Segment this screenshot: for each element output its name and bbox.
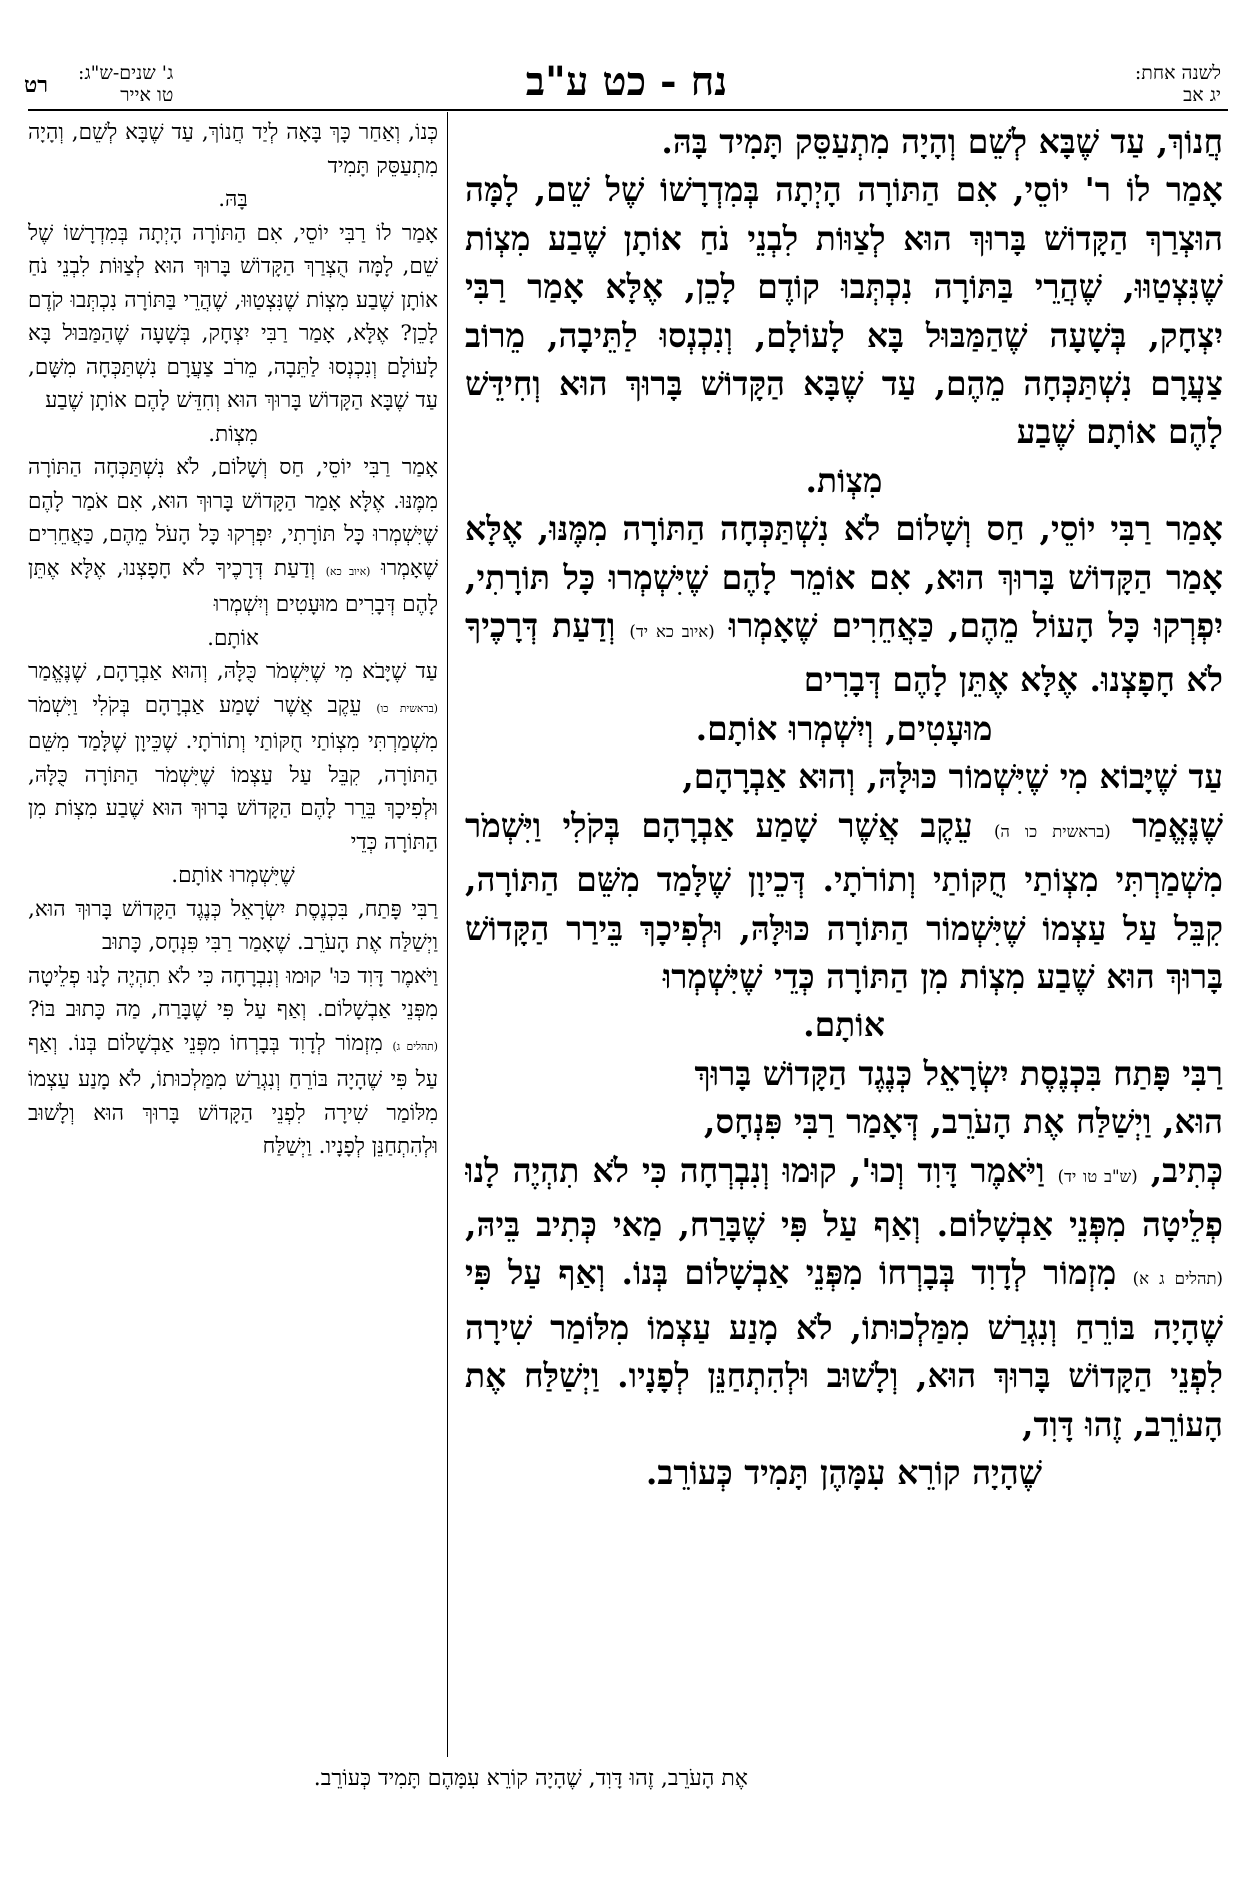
source-reference: (בראשית כו) bbox=[376, 701, 438, 715]
side-paragraph bbox=[28, 960, 438, 1164]
footer-continuation: אֶת הָעֹרֵב, זֶהוּ דָּוִד, שֶׁהָיָה קוֹרֵא עִמָּהֶם תָּמִיד כְּעוֹרֵב. bbox=[313, 1766, 748, 1791]
side-paragraph: אָמַר לוֹ רַבִּי יוֹסֵי, אִם הַתּוֹרָה הָיְתָה בְּמִדְרָשׁוֹ שֶׁל שֵׁם, לָמָּה הֻצְרַךְ הַקָּדוֹשׁ בָּרוּךְ הוּא לְצַוּוֹת לִבְנֵי נֹחַ אוֹתָן שֶׁבַע מִצְוֹת שֶׁנִּצְטַוּוּ, שֶׁהֲרֵי בַּתּוֹרָה נִכְתְּבוּ קֹדֶם לָכֵן? אֶלָּא, אָמַר רַבִּי יִצְחָק, בְּשָׁעָה שֶׁהַמַּבּוּל בָּא לָעוֹלָם וְנִכְנְסוּ לַתֵּבָה, מֵרֹב צַעֲרָם נִשְׁתַּכְּחָה מִשָּׁם, עַד שֶׁבָּא הַקָּדוֹשׁ בָּרוּךְ הוּא וְחִדֵּשׁ לָהֶם אוֹתָן שֶׁבַע bbox=[28, 220, 438, 413]
main-paragraph: הוּא, וַיְשַׁלַּח אֶת הָעֹרֵב, דְּאָמַר רַבִּי פִּנְחָס, bbox=[703, 1102, 1223, 1142]
main-paragraph bbox=[465, 802, 1223, 1002]
three-year-date: טו אייר bbox=[120, 84, 174, 106]
main-paragraph: אוֹתָם. bbox=[803, 1005, 885, 1045]
side-text: אָמַר רַבִּי יוֹסֵי, חַס וְשָׁלוֹם, לֹא נִשְׁתַּכְּחָה הַתּוֹרָה מִמֶּנּוּ. אֶלָּא אָמַר הַקָּדוֹשׁ בָּרוּךְ הוּא, אִם אֹמַר לָהֶם שֶׁיִּשְׁמְרוּ כָּל תּוֹרָתִי, יִפְרְקוּ כָּל הָעֹל מֵהֶם, כַּאֲחֵרִים שֶׁאָמְרוּ bbox=[28, 455, 438, 581]
side-text: עַד שֶׁיָּבֹא מִי שֶׁיִּשְׁמֹר כֻּלָּהּ, וְהוּא אַבְרָהָם, שֶׁנֶּאֱמַר bbox=[28, 659, 438, 684]
side-text: וְדַעַת דְּרָכֶיךָ לֹא חָפָצְנוּ, אֶלָּא אֶתֵּן לָהֶם דְּבָרִים מוּעָטִים וְיִשְׁמְרוּ bbox=[28, 555, 438, 617]
side-text: וַיֹּאמֶר דָּוִד כּוּ' קוּמוּ וְנִבְרָחָה כִּי לֹא תִהְיֶה לָנוּ פְלֵיטָה מִפְּנֵי אַבְשָׁלוֹם. וְאַף עַל פִּי שֶׁבָּרַח, מַה כָּתוּב בּוֹ? bbox=[28, 963, 438, 1022]
page-header bbox=[0, 0, 1253, 110]
main-text: אָמַר רַבִּי יוֹסֵי, חַס וְשָׁלוֹם לֹא נִשְׁתַּכְּחָה הַתּוֹרָה מִמֶּנּוּ, אֶלָּא אָמַר הַקָּדוֹשׁ בָּרוּךְ הוּא, אִם אוֹמֵר לָהֶם שֶׁיִּשְׁמְרוּ כָּל תּוֹרָתִי, יִפְרְקוּ כָּל הָעוֹל מֵהֶם, כַּאֲחֵרִים שֶׁאָמְרוּ bbox=[465, 509, 1223, 646]
page-number: רט bbox=[24, 72, 49, 98]
side-paragraph: רַבִּי פָּתַח, בִּכְנֶסֶת יִשְׂרָאֵל כְּנֶגֶד הַקָּדוֹשׁ בָּרוּךְ הוּא, וַיְשַׁלַּח אֶת הָעֹרֵב. שֶׁאָמַר רַבִּי פִּנְחָס, כָּתוּב bbox=[28, 896, 438, 955]
main-text: כְּתִיב, bbox=[1150, 1150, 1223, 1190]
main-paragraph: רַבִּי פָּתַח בִּכְנֶסֶת יִשְׂרָאֵל כְּנֶגֶד הַקָּדוֹשׁ בָּרוּךְ bbox=[694, 1053, 1223, 1093]
main-paragraph: שֶׁהָיָה קוֹרֵא עִמָּהֶן תָּמִיד כְּעוֹרֵב. bbox=[645, 1452, 1043, 1492]
main-paragraph bbox=[465, 505, 1223, 705]
main-text: שֶׁנֶּאֱמַר bbox=[1131, 805, 1223, 845]
main-paragraph: עַד שֶׁיָּבוֹא מִי שֶׁיִּשְׁמוֹר כּוּלָּהּ, וְהוּא אַבְרָהָם, bbox=[682, 757, 1223, 797]
header-rule bbox=[28, 109, 1228, 111]
main-paragraph: חֲנוֹךְ, עַד שֶׁבָּא לְשֵׁם וְהָיָה מִתְעַסֵּק תָּמִיד בָּהּ. bbox=[661, 122, 1223, 161]
main-text: וְדַעַת דְּרָכֶיךָ לֹא חָפָצְנוּ. אֶלָּא אֶתֵּן לָהֶם דְּבָרִים bbox=[465, 606, 1223, 700]
side-paragraph: מִצְוֹת. bbox=[208, 421, 258, 447]
main-text: וַיֹּאמֶר דָּוִד וְכוּ', קוּמוּ וְנִבְרְחָה כִּי לֹא תִהְיֶה לָנוּ פְלֵיטָה מִפְּנֵי אַבְשָׁלוֹם. וְאַף עַל פִּי שֶׁבָּרַח, מַאי כְּתִיב בֵּיהּ, bbox=[465, 1150, 1223, 1244]
three-year-schedule bbox=[78, 62, 173, 106]
one-year-label: לשנה אחת: bbox=[1134, 62, 1221, 84]
side-paragraph: אוֹתָם. bbox=[207, 625, 259, 651]
three-year-label: ג' שנים-ש"ג: bbox=[78, 62, 174, 84]
side-paragraph bbox=[28, 451, 438, 622]
source-reference: (תהלים ג) bbox=[392, 1039, 438, 1053]
main-paragraph: מוּעָטִים, וְיִשְׁמְרוּ אוֹתָם. bbox=[695, 708, 993, 748]
source-reference: (איוב כא יד) bbox=[629, 622, 715, 642]
translation-column bbox=[28, 116, 438, 1756]
main-text: עֵקֶב אֲשֶׁר שָׁמַע אַבְרָהָם בְּקֹלִי וַיִּשְׁמֹר מִשְׁמַרְתִּי מִצְוֹתַי חֻקּוֹתַי וְתוֹרֹתָי. דְּכֵיוָן שֶׁלָּמַד מִשֵּׁם הַתּוֹרָה, קִבֵּל עַל עַצְמוֹ שֶׁיִּשְׁמוֹר הַתּוֹרָה כּוּלָּהּ, וּלְפִיכָךְ בֵּירַר הַקָּדוֹשׁ בָּרוּךְ הוּא שֶׁבַע מִצְוֹת מִן הַתּוֹרָה כְּדֵי שֶׁיִּשְׁמְרוּ bbox=[465, 805, 1223, 996]
page-title: נח - כט ע"ב bbox=[525, 58, 728, 105]
side-paragraph: שֶׁיִּשְׁמְרוּ אוֹתָם. bbox=[171, 863, 295, 888]
source-reference: (איוב כא) bbox=[325, 564, 371, 578]
side-text: מִזְמוֹר לְדָוִד בְּבָרְחוֹ מִפְּנֵי אַבְשָׁלוֹם בְּנוֹ. וְאַף עַל פִּי שֶׁהָיָה בּוֹרֵחַ וְנִגְרַשׁ מִמַּלְכוּתוֹ, לֹא מָנַע עַצְמוֹ מִלּוֹמַר שִׁירָה לִפְנֵי הַקָּדוֹשׁ בָּרוּךְ הוּא וְלָשׁוּב וּלְהִתְחַנֵּן לְפָנָיו. וַיְשַׁלַּח bbox=[28, 1030, 438, 1159]
main-text: מִזְמוֹר לְדָוִד בְּבָרְחוֹ מִפְּנֵי אַבְשָׁלוֹם בְּנוֹ. וְאַף עַל פִּי שֶׁהָיָה בּוֹרֵחַ וְנִגְרַשׁ מִמַּלְכוּתוֹ, לֹא מָנַע עַצְמוֹ מִלּוֹמַר שִׁירָה לִפְנֵי הַקָּדוֹשׁ בָּרוּךְ הוּא, וְלָשׁוּב וּלְהִתְחַנֵּן לְפָנָיו. וַיְשַׁלַּח אֶת הָעוֹרֵב, זֶהוּ דָּוִד, bbox=[465, 1253, 1223, 1444]
source-reference: (ש"ב טו יד) bbox=[1057, 1166, 1138, 1186]
one-year-date: יג אב bbox=[1183, 84, 1221, 106]
main-paragraph: אָמַר לוֹ ר' יוֹסֵי, אִם הַתּוֹרָה הָיְתָה בְּמִדְרָשׁוֹ שֶׁל שֵׁם, לָמָּה הוּצְרַךְ הַקָּדוֹשׁ בָּרוּךְ הוּא לְצַוּוֹת לִבְנֵי נֹחַ אוֹתָן שֶׁבַע מִצְוֹת שֶׁנִּצְטַוּוּ, שֶׁהֲרֵי בַּתּוֹרָה נִכְתְּבוּ קוֹדֶם לָכֵן, אֶלָּא אָמַר רַבִּי יִצְחָק, בְּשָׁעָה שֶׁהַמַּבּוּל בָּא לָעוֹלָם, וְנִכְנְסוּ לַתֵּיבָה, מֵרוֹב צַעֲרָם נִשְׁתַּכְּחָה מֵהֶם, עַד שֶׁבָּא הַקָּדוֹשׁ בָּרוּךְ הוּא וְחִידֵּשׁ לָהֶם אוֹתָם שֶׁבַע bbox=[465, 170, 1223, 452]
main-paragraph bbox=[465, 1147, 1223, 1449]
source-reference: (בראשית כו ה) bbox=[993, 821, 1111, 841]
source-reference: (תהלים ג א) bbox=[1132, 1269, 1223, 1289]
main-paragraph: מִצְוֹת. bbox=[805, 460, 883, 500]
column-divider bbox=[447, 112, 448, 1757]
side-paragraph bbox=[28, 655, 438, 859]
side-paragraph: כְּנוֹ, וְאַחַר כָּךְ בָּאָה לְיַד חֲנוֹךְ, עַד שֶׁבָּא לְשֵׁם, וְהָיָה מִתְעַסֵּק תָּמִיד bbox=[28, 120, 438, 179]
side-paragraph: בָּהּ. bbox=[218, 187, 248, 212]
side-text: עֵקֶב אֲשֶׁר שָׁמַע אַבְרָהָם בְּקֹלִי וַיִּשְׁמֹר מִשְׁמַרְתִּי מִצְוֹתַי חֻקּוֹתַי וְתוֹרֹתָי. שֶׁכֵּיוָן שֶׁלָּמַד מִשֵּׁם הַתּוֹרָה, קִבֵּל עַל עַצְמוֹ שֶׁיִּשְׁמֹר הַתּוֹרָה כֻּלָּהּ, וּלְפִיכָךְ בֵּרֵר לָהֶם הַקָּדוֹשׁ בָּרוּךְ הוּא שֶׁבַע מִצְוֹת מִן הַתּוֹרָה כְּדֵי bbox=[28, 692, 438, 855]
main-text-column bbox=[465, 118, 1223, 1758]
